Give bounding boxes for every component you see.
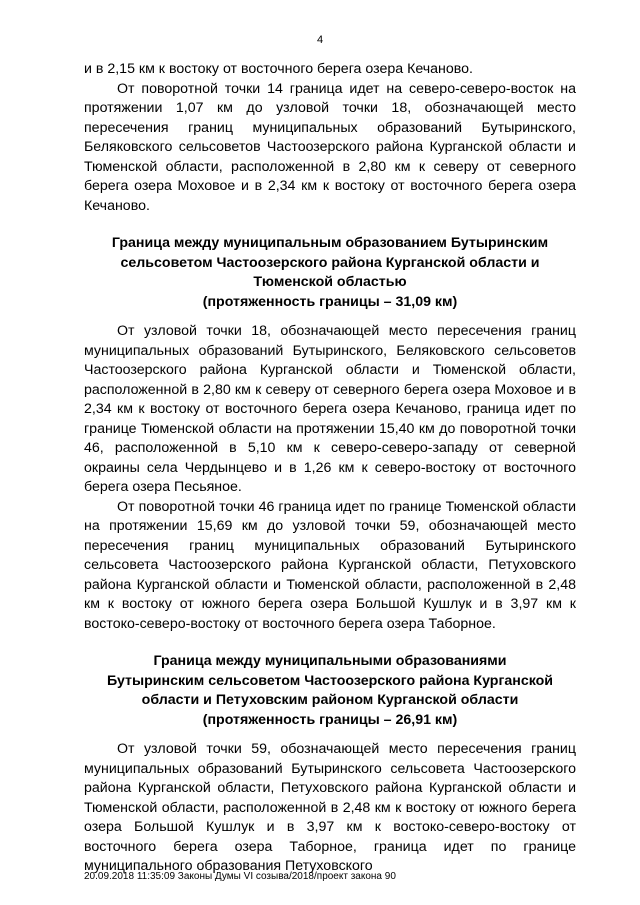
heading-line: (протяженность границы – 31,09 км) — [202, 293, 458, 310]
paragraph: От поворотной точки 46 граница идет по границе Тюменской области на протяжении 15,69 км до узловой точки 59, обозначающей место пересечения границ муниципальных образований Бутыринского сельсовета Частоозерского района Курганской области, Петуховского района Курганской области и Тюменской области, расположенной в 2,48 км к востоку от южного берега озера Большой Кушлук и в 3,97 км к востоко-северо-востоку от восточного берега озера Таборное. — [84, 498, 576, 632]
paragraph: От узловой точки 18, обозначающей место пересечения границ муниципальных образований Бутыринского, Беляковского сельсоветов Частоозерского района Курганской области и Тюменской области, расположенной в 2,80 км к северу от северного берега озера Моховое и в 2,34 км к востоку от восточного берега озера Кечаново, граница идет по границе Тюменской области на протяжении 15,40 км до поворотной точки 46, расположенной в 5,10 км к северо-северо-западу от северной окраины села Чердынцево и в 1,26 км к северо-востоку от восточного берега озера Песьяное. — [84, 323, 576, 495]
section-heading — [84, 234, 576, 312]
heading-line: Тюменской областью — [253, 274, 407, 290]
document-body — [84, 60, 576, 877]
heading-line: Граница между муниципальным образованием Бутыринским — [111, 235, 549, 251]
heading-line: (протяженность границы – 26,91 км) — [202, 711, 458, 728]
paragraph: и в 2,15 км к востоку от восточного берега озера Кечаново. — [84, 61, 473, 77]
heading-line: сельсоветом Частоозерского района Курганской области и — [120, 254, 540, 271]
paragraph: От узловой точки 59, обозначающей место пересечения границ муниципальных образований Бутыринского сельсовета Частоозерского района Курганской области, Петуховского района Курганской области и Тюменской области, расположенной в 2,48 км к востоку от южного берега озера Большой Кушлук и в 3,97 км к востоко-северо-востоку от восточного берега озера Таборное, граница идет по границе муниципального образования Петуховского — [84, 741, 576, 874]
heading-line: Бутыринским сельсоветом Частоозерского района Курганской — [106, 672, 554, 689]
document-footer: 20.09.2018 11:35:09 Законы Думы VI созыва/2018/проект закона 90 — [84, 871, 396, 882]
heading-line: Граница между муниципальными образованиями — [153, 653, 507, 669]
heading-line: области и Петуховским районом Курганской области — [141, 692, 519, 708]
paragraph: От поворотной точки 14 граница идет на северо-северо-восток на протяжении 1,07 км до узловой точки 18, обозначающей место пересечения границ муниципальных образований Бутыринского, Беляковского сельсоветов Частоозерского района Курганской области и Тюменской области, расположенной в 2,80 км к северу от северного берега озера Моховое и в 2,34 км к востоку от восточного берега озера Кечаново. — [84, 80, 576, 214]
section-heading — [84, 652, 576, 730]
page-number: 4 — [316, 34, 324, 46]
